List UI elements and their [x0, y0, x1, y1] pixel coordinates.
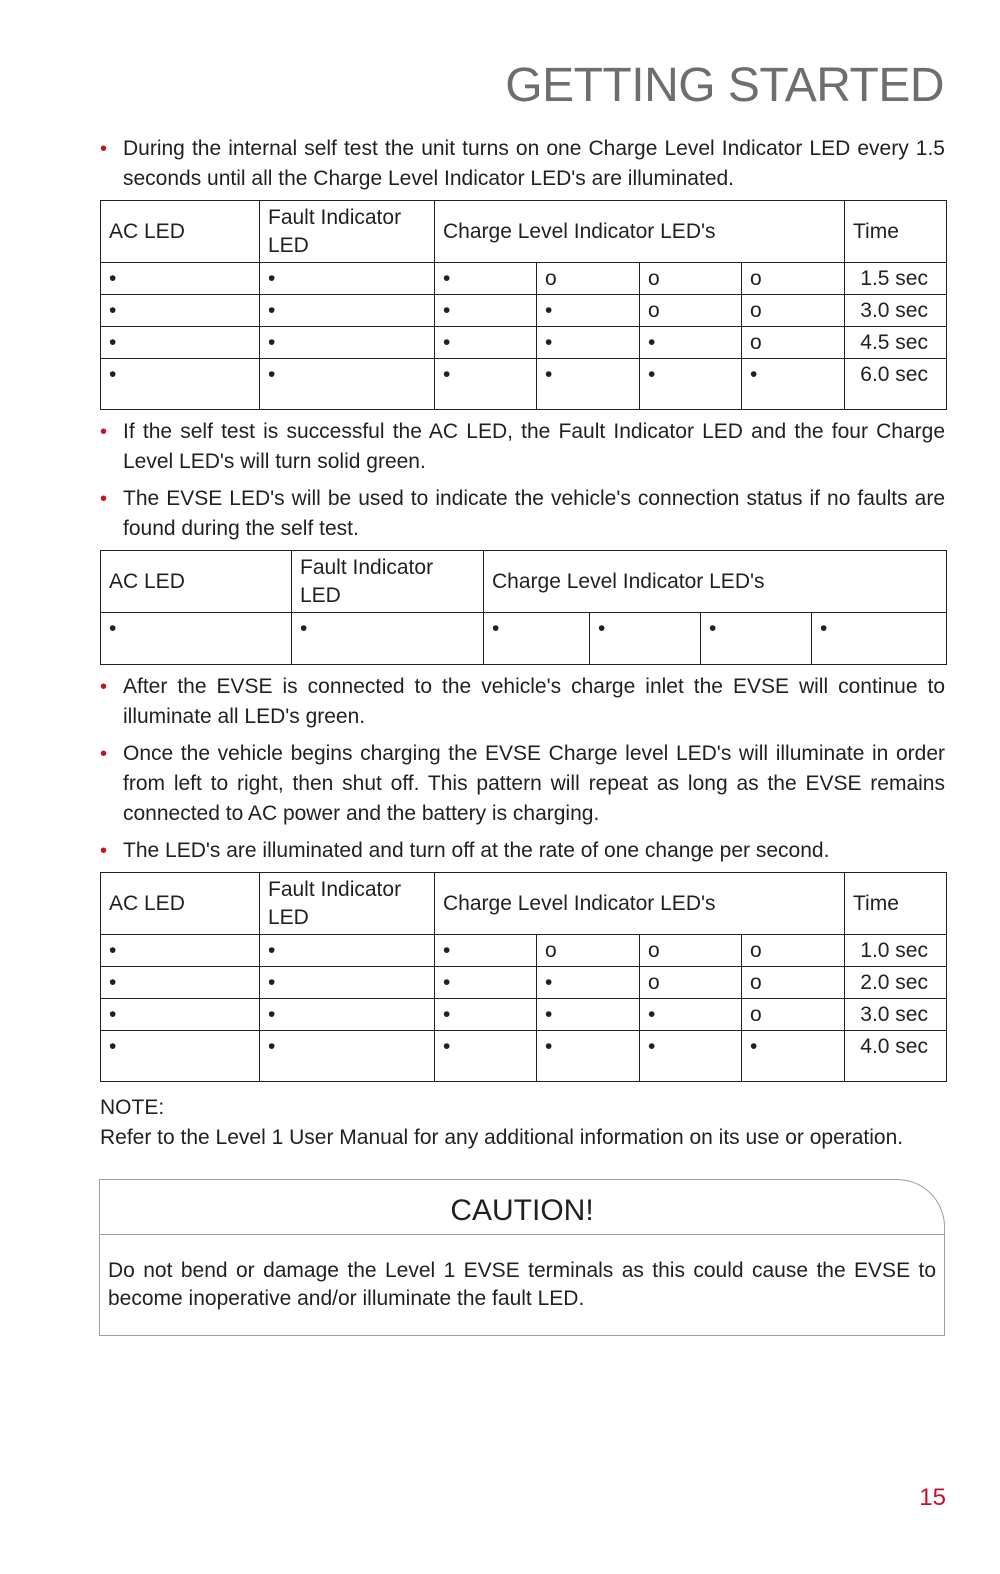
cell-time: 3.0 sec — [845, 295, 947, 327]
cell-ac: • — [101, 999, 260, 1031]
table-row — [101, 1031, 947, 1082]
cell-charge-2: • — [537, 359, 640, 410]
cell-charge-1: • — [435, 967, 537, 999]
cell-ac: • — [101, 1031, 260, 1082]
cell-charge-3: • — [640, 359, 742, 410]
cell-charge-2: • — [590, 613, 701, 665]
cell-fault: • — [260, 295, 435, 327]
bullet-charging-pattern — [100, 739, 945, 829]
table-header-row — [101, 551, 947, 613]
cell-charge-2: • — [537, 295, 640, 327]
cell-ac: • — [101, 327, 260, 359]
self-test-led-table — [100, 200, 947, 410]
cell-fault: • — [260, 327, 435, 359]
cell-fault: • — [260, 999, 435, 1031]
cell-ac: • — [101, 263, 260, 295]
cell-charge-4: • — [742, 359, 845, 410]
cell-charge-2: o — [537, 263, 640, 295]
cell-charge-1: • — [435, 935, 537, 967]
cell-charge-4: o — [742, 295, 845, 327]
table-row — [101, 263, 947, 295]
bullet-text: During the internal self test the unit turns on one Charge Level Indicator LED every 1.5 seconds until all the Charge Level Indicator LED's are illuminated. — [123, 137, 945, 190]
bullet-text: If the self test is successful the AC LED, the Fault Indicator LED and the four Charge Level LED's will turn solid green. — [123, 420, 945, 473]
cell-time: 1.5 sec — [845, 263, 947, 295]
cell-charge-3: • — [640, 999, 742, 1031]
cell-charge-4: • — [812, 613, 947, 665]
cell-fault: • — [260, 935, 435, 967]
bullet-text: After the EVSE is connected to the vehicle's charge inlet the EVSE will continue to illuminate all LED's green. — [123, 675, 945, 728]
header-charge-level: Charge Level Indicator LED's — [435, 873, 845, 935]
table-row — [101, 295, 947, 327]
page-number: 15 — [919, 1484, 946, 1511]
cell-time: 4.0 sec — [845, 1031, 947, 1082]
header-fault-indicator: Fault Indicator LED — [260, 201, 435, 263]
cell-time: 4.5 sec — [845, 327, 947, 359]
note-text: Refer to the Level 1 User Manual for any additional information on its use or operation. — [100, 1126, 904, 1149]
cell-charge-2: • — [537, 1031, 640, 1082]
bullet-marker: • — [100, 488, 108, 510]
charging-led-table — [100, 872, 947, 1082]
bullet-change-rate — [100, 836, 945, 866]
cell-charge-1: • — [435, 327, 537, 359]
cell-charge-1: • — [435, 263, 537, 295]
header-ac-led: AC LED — [101, 873, 260, 935]
caution-text: Do not bend or damage the Level 1 EVSE terminals as this could cause the EVSE to become inoperative and/or illuminate the fault LED. — [108, 1259, 936, 1310]
cell-charge-3: o — [640, 263, 742, 295]
header-ac-led: AC LED — [101, 551, 292, 613]
bullet-text: The EVSE LED's will be used to indicate the vehicle's connection status if no faults are found during the self test. — [123, 487, 945, 540]
bullet-marker: • — [100, 743, 108, 765]
cell-charge-1: • — [484, 613, 590, 665]
bullet-evse-status — [100, 484, 945, 544]
cell-charge-2: • — [537, 327, 640, 359]
caution-title: CAUTION! — [100, 1180, 944, 1235]
cell-time: 3.0 sec — [845, 999, 947, 1031]
cell-charge-3: • — [640, 1031, 742, 1082]
cell-charge-4: • — [742, 1031, 845, 1082]
cell-fault: • — [292, 613, 484, 665]
table-header-row — [101, 873, 947, 935]
cell-charge-1: • — [435, 359, 537, 410]
bullet-self-test-success — [100, 417, 945, 477]
connection-led-table — [100, 550, 947, 665]
cell-charge-1: • — [435, 999, 537, 1031]
cell-time: 2.0 sec — [845, 967, 947, 999]
bullet-marker: • — [100, 840, 108, 862]
bullet-text: The LED's are illuminated and turn off at the rate of one change per second. — [123, 839, 830, 862]
table-row — [101, 999, 947, 1031]
cell-charge-2: o — [537, 935, 640, 967]
bullet-text: Once the vehicle begins charging the EVSE Charge level LED's will illuminate in order from left to right, then shut off. This pattern will repeat as long as the EVSE remains connected to AC power and the battery is charging. — [123, 742, 945, 825]
cell-charge-3: • — [640, 327, 742, 359]
note-label: NOTE: — [100, 1096, 165, 1119]
caution-box — [99, 1179, 945, 1336]
page-title: GETTING STARTED — [505, 59, 944, 112]
cell-charge-1: • — [435, 295, 537, 327]
header-time: Time — [845, 873, 947, 935]
cell-fault: • — [260, 967, 435, 999]
header-time: Time — [845, 201, 947, 263]
cell-charge-3: • — [701, 613, 812, 665]
cell-time: 1.0 sec — [845, 935, 947, 967]
table-header-row — [101, 201, 947, 263]
header-fault-indicator: Fault Indicator LED — [292, 551, 484, 613]
table-row — [101, 967, 947, 999]
header-ac-led: AC LED — [101, 201, 260, 263]
cell-charge-4: o — [742, 263, 845, 295]
bullet-marker: • — [100, 421, 108, 443]
cell-time: 6.0 sec — [845, 359, 947, 410]
cell-fault: • — [260, 1031, 435, 1082]
header-charge-level: Charge Level Indicator LED's — [435, 201, 845, 263]
table-row — [101, 935, 947, 967]
cell-ac: • — [101, 967, 260, 999]
bullet-marker: • — [100, 138, 108, 160]
cell-charge-4: o — [742, 967, 845, 999]
cell-charge-4: o — [742, 327, 845, 359]
cell-charge-3: o — [640, 295, 742, 327]
cell-charge-3: o — [640, 935, 742, 967]
cell-ac: • — [101, 359, 260, 410]
table-row — [101, 327, 947, 359]
bullet-marker: • — [100, 676, 108, 698]
table-row — [101, 613, 947, 665]
cell-charge-2: • — [537, 967, 640, 999]
cell-ac: • — [101, 935, 260, 967]
cell-charge-1: • — [435, 1031, 537, 1082]
bullet-self-test — [100, 134, 945, 194]
header-fault-indicator: Fault Indicator LED — [260, 873, 435, 935]
table-row — [101, 359, 947, 410]
cell-fault: • — [260, 263, 435, 295]
cell-fault: • — [260, 359, 435, 410]
bullet-connected — [100, 672, 945, 732]
cell-ac: • — [101, 295, 260, 327]
cell-charge-3: o — [640, 967, 742, 999]
cell-ac: • — [101, 613, 292, 665]
cell-charge-2: • — [537, 999, 640, 1031]
header-charge-level: Charge Level Indicator LED's — [484, 551, 947, 613]
cell-charge-4: o — [742, 999, 845, 1031]
cell-charge-4: o — [742, 935, 845, 967]
